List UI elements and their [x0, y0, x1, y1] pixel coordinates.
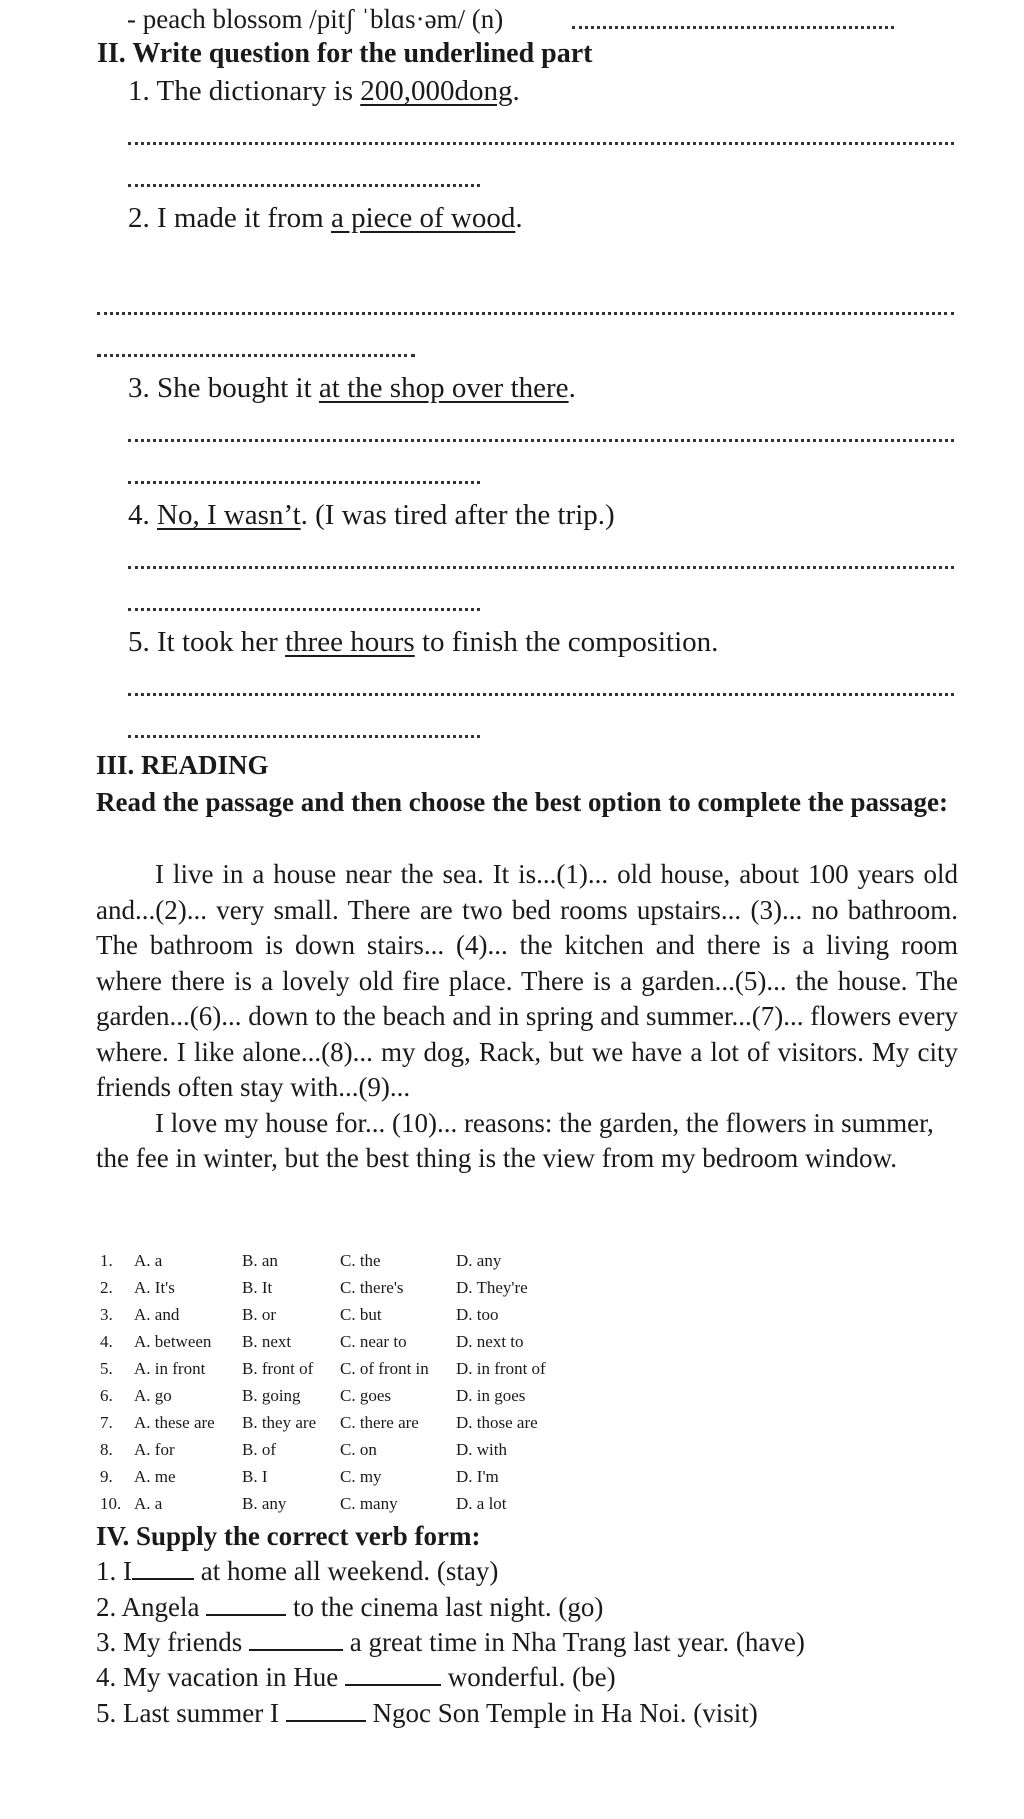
option-choice[interactable]: C. but [340, 1305, 382, 1324]
answer-blank[interactable] [206, 1613, 286, 1616]
section-3-heading: III. READING [96, 750, 269, 780]
answer-line-5b[interactable] [128, 735, 480, 738]
option-choice[interactable]: C. near to [340, 1332, 407, 1351]
option-number: 9. [100, 1467, 113, 1486]
reading-instruction: Read the passage and then choose the best option to complete the passage: [96, 787, 948, 817]
answer-line-1a[interactable] [128, 142, 954, 145]
option-choice[interactable]: D. too [456, 1305, 499, 1324]
option-choice[interactable]: C. my [340, 1467, 382, 1486]
option-number: 1. [100, 1251, 113, 1270]
answer-blank[interactable] [132, 1577, 194, 1580]
vocab-item [127, 4, 503, 35]
question-4: 4. No, I wasn’t. (I was tired after the trip.) [128, 499, 615, 531]
option-choice[interactable]: D. a lot [456, 1494, 507, 1513]
answer-line-4a[interactable] [128, 566, 954, 569]
option-choice[interactable]: C. the [340, 1251, 381, 1270]
option-number: 4. [100, 1332, 113, 1351]
option-choice[interactable]: B. any [242, 1494, 287, 1513]
answer-line-5a[interactable] [128, 693, 954, 696]
option-choice[interactable]: B. next [242, 1332, 292, 1351]
option-choice[interactable]: C. there are [340, 1413, 419, 1432]
option-choice[interactable]: B. It [242, 1278, 273, 1297]
option-choice[interactable]: D. with [456, 1440, 507, 1459]
option-choice[interactable]: D. I'm [456, 1467, 499, 1486]
option-choice[interactable]: C. goes [340, 1386, 391, 1405]
option-choice[interactable]: A. between [134, 1332, 212, 1351]
question-2: 2. I made it from a piece of wood. [128, 202, 523, 234]
passage-paragraph-2: I love my house for... (10)... reasons: the garden, the flowers in summer, the fee in winter, but the best thing is the view from my bedroom window. [96, 1107, 934, 1173]
option-choice[interactable]: A. go [134, 1386, 172, 1405]
question-3: 3. She bought it at the shop over there. [128, 372, 576, 404]
option-choice[interactable]: A. in front [134, 1359, 206, 1378]
answer-line[interactable] [572, 26, 894, 29]
underlined-part: three hours [285, 626, 415, 658]
answer-line-4b[interactable] [128, 608, 480, 611]
answer-blank[interactable] [345, 1683, 441, 1686]
option-choice[interactable]: D. any [456, 1251, 502, 1270]
verb-item-1: 1. I at home all weekend. (stay) [96, 1556, 499, 1586]
option-choice[interactable]: D. those are [456, 1413, 538, 1432]
verb-item-5: 5. Last summer I Ngoc Son Temple in Ha Noi. (visit) [96, 1698, 758, 1728]
answer-line-2a[interactable] [97, 312, 954, 315]
option-choice[interactable]: B. going [242, 1386, 301, 1405]
option-choice[interactable]: A. me [134, 1467, 176, 1486]
option-number: 2. [100, 1278, 113, 1297]
answer-line-3a[interactable] [128, 439, 954, 442]
answer-blank[interactable] [286, 1719, 366, 1722]
option-choice[interactable]: C. on [340, 1440, 377, 1459]
option-choice[interactable]: B. I [242, 1467, 268, 1486]
reading-passage [96, 857, 958, 1177]
section-4-heading: IV. Supply the correct verb form: [96, 1521, 481, 1551]
option-number: 5. [100, 1359, 113, 1378]
vocab-text: - peach blossom /pitʃ ˈblɑs·əm/ (n) [127, 4, 504, 34]
option-choice[interactable]: C. of front in [340, 1359, 429, 1378]
option-number: 10. [100, 1494, 122, 1513]
option-choice[interactable]: B. they are [242, 1413, 317, 1432]
option-choice[interactable]: C. there's [340, 1278, 404, 1297]
answer-line-3b[interactable] [128, 481, 480, 484]
option-number: 6. [100, 1386, 113, 1405]
option-choice[interactable]: D. next to [456, 1332, 524, 1351]
verb-item-2: 2. Angela to the cinema last night. (go) [96, 1592, 604, 1622]
verb-item-3: 3. My friends a great time in Nha Trang last year. (have) [96, 1627, 805, 1657]
option-choice[interactable]: A. a [134, 1251, 163, 1270]
verb-item-4: 4. My vacation in Hue wonderful. (be) [96, 1662, 616, 1692]
answer-line-2b[interactable] [97, 354, 415, 357]
underlined-part: at the shop over there [318, 372, 569, 404]
option-choice[interactable]: A. a [134, 1494, 163, 1513]
underlined-part: 200,000dong [360, 75, 513, 107]
underlined-part: No, I wasn’t [157, 499, 301, 531]
answer-line-1b[interactable] [128, 184, 480, 187]
option-number: 7. [100, 1413, 113, 1432]
option-choice[interactable]: B. front of [242, 1359, 314, 1378]
option-choice[interactable]: A. these are [134, 1413, 215, 1432]
answer-blank[interactable] [249, 1648, 343, 1651]
section-2-heading: II. Write question for the underlined part [97, 38, 593, 69]
option-choice[interactable]: D. in goes [456, 1386, 526, 1405]
underlined-part: a piece of wood [330, 202, 516, 234]
option-choice[interactable]: A. and [134, 1305, 180, 1324]
passage-paragraph-1: I live in a house near the sea. It is...(1)... old house, about 100 years old and...(2)... very small. There are two bed rooms upstairs... (3)... no bathroom. The bathroom is down stairs... (4)... the kitchen and there is a living room where there is a lovely old fire place. There is a garden...(5)... the house. The garden...(6)... down to the beach and in spring and summer...(7)... flowers every where. I like alone...(8)... my dog, Rack, but we have a lot of visitors. My city friends often stay with...(9)... [96, 859, 958, 1102]
option-choice[interactable]: B. or [242, 1305, 276, 1324]
option-number: 8. [100, 1440, 113, 1459]
option-choice[interactable]: D. They're [456, 1278, 528, 1297]
option-choice[interactable]: D. in front of [456, 1359, 546, 1378]
question-5: 5. It took her three hours to finish the composition. [128, 626, 719, 658]
option-choice[interactable]: A. for [134, 1440, 175, 1459]
question-1: 1. The dictionary is 200,000dong. [128, 75, 520, 107]
option-choice[interactable]: B. an [242, 1251, 278, 1270]
option-choice[interactable]: B. of [242, 1440, 276, 1459]
option-choice[interactable]: A. It's [134, 1278, 175, 1297]
option-number: 3. [100, 1305, 113, 1324]
option-choice[interactable]: C. many [340, 1494, 398, 1513]
